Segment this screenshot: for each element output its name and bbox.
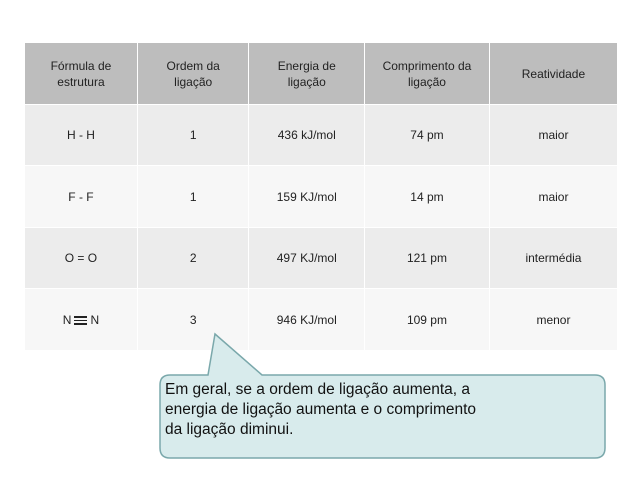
header-energy-line1: Energia de: [277, 58, 336, 73]
cell-formula: F - F: [25, 166, 138, 228]
cell-formula: H - H: [25, 105, 138, 166]
cell-energy: 436 kJ/mol: [249, 105, 365, 166]
cell-formula: O = O: [25, 228, 138, 289]
callout-line-1: Em geral, se a ordem de ligação aumenta, a: [165, 381, 471, 398]
atom-right: N: [90, 312, 100, 327]
header-formula-line1: Fórmula de: [50, 58, 112, 73]
atom-left: N: [62, 312, 72, 327]
header-length-line1: Comprimento da: [382, 58, 472, 73]
cell-order: 1: [137, 166, 249, 228]
cell-length: 109 pm: [365, 289, 490, 351]
callout-line-2: energia de ligação aumenta e o comprimento: [165, 401, 477, 418]
cell-reactivity: menor: [489, 289, 617, 351]
cell-reactivity: intermédia: [489, 228, 617, 289]
header-energy-line2: ligação: [287, 74, 326, 89]
cell-order: 2: [137, 228, 249, 289]
header-formula-line2: estrutura: [57, 74, 105, 89]
header-length-line2: ligação: [407, 74, 446, 89]
callout-text: [165, 380, 585, 440]
cell-reactivity: maior: [489, 166, 617, 228]
cell-length: 14 pm: [365, 166, 490, 228]
cell-order: 3: [137, 289, 249, 351]
header-reactivity-line1: Reatividade: [521, 66, 586, 81]
cell-length: 74 pm: [365, 105, 490, 166]
header-order-line2: ligação: [174, 74, 213, 89]
callout-line-3: da ligação diminui.: [165, 421, 294, 438]
cell-energy: 946 KJ/mol: [249, 289, 365, 351]
header-order-line1: Ordem da: [166, 58, 220, 73]
cell-energy: 159 KJ/mol: [249, 166, 365, 228]
cell-length: 121 pm: [365, 228, 490, 289]
cell-reactivity: maior: [489, 105, 617, 166]
cell-energy: 497 KJ/mol: [249, 228, 365, 289]
cell-order: 1: [137, 105, 249, 166]
